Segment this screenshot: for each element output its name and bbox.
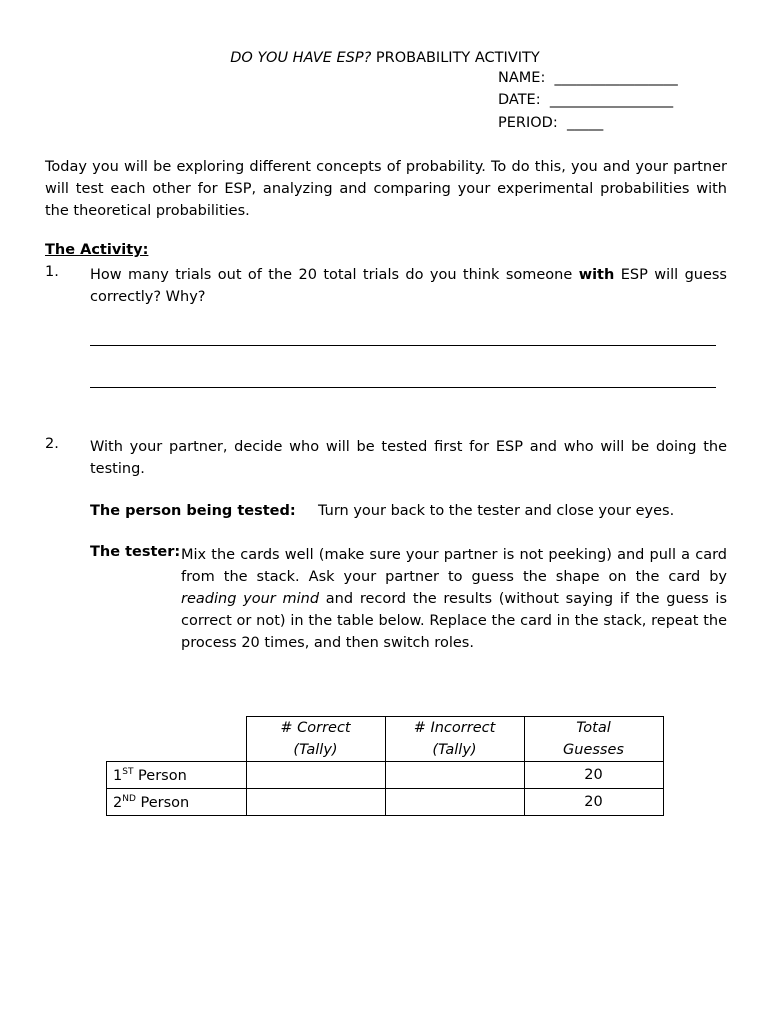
tester-text-2: and record the results (without saying if the guess is correct or not) in the table below. Replace the card in the stack, repeat the process 20 times, and then switch roles. [181,591,728,651]
date-field[interactable]: DATE: _________________ [498,92,674,108]
cell-correct[interactable] [246,762,385,789]
q1-number: 1. [45,264,59,280]
q2-number: 2. [45,436,59,452]
table-row [107,762,664,789]
row-label [107,789,247,816]
header-correct-label: # Correct (Tally) [280,720,351,758]
header-incorrect-label: # Incorrect (Tally) [413,720,496,758]
row-label [107,762,247,789]
q1-text [90,264,727,308]
row-person: Person [135,794,190,811]
tester-label: The tester: [90,544,181,560]
q1-text-after: ESP will guess correctly? Why? [90,267,727,305]
table-header-row [107,717,664,762]
tester-text [181,544,727,654]
row-ordinal: 2 [113,794,123,811]
cell-incorrect[interactable] [385,789,524,816]
table-corner-blank [107,717,247,762]
header-correct [246,717,385,762]
intro-paragraph: Today you will be exploring different concepts of probability. To do this, you and your partner will test each other for ESP, analyzing and comparing your experimental probabilities with the theoretical probabilities. [45,159,727,219]
cell-correct[interactable] [246,789,385,816]
header-total-label: Total Guesses [563,720,624,758]
cell-total: 20 [524,789,663,816]
header-total [524,717,663,762]
table-row [107,789,664,816]
activity-heading: The Activity: [45,242,149,258]
name-field[interactable]: NAME: _________________ [498,70,678,86]
q2-text: With your partner, decide who will be tested first for ESP and who will be doing the testing. [90,439,727,477]
period-field[interactable]: PERIOD: _____ [498,115,604,131]
q1-bold-with: with [578,267,615,283]
title-rest: PROBABILITY ACTIVITY [371,50,540,66]
row-suffix: ND [122,793,136,804]
row-ordinal: 1 [113,767,123,784]
tested-label: The person being tested: [90,503,296,519]
results-table [106,716,664,816]
cell-total: 20 [524,762,663,789]
q1-text-before: How many trials out of the 20 total trials do you think someone [90,267,579,283]
row-suffix: ST [122,766,134,777]
row-person: Person [133,767,187,784]
title-italic: DO YOU HAVE ESP? [230,50,372,66]
answer-line-1[interactable] [90,345,716,346]
page-title [0,50,770,66]
header-incorrect [385,717,524,762]
answer-line-2[interactable] [90,387,716,388]
tester-text-1: Mix the cards well (make sure your partner is not peeking) and pull a card from the stack. Ask your partner to guess the shape on the card by [181,547,727,585]
tested-text: Turn your back to the tester and close your eyes. [318,503,675,519]
tester-italic: reading your mind [181,591,320,607]
cell-incorrect[interactable] [385,762,524,789]
